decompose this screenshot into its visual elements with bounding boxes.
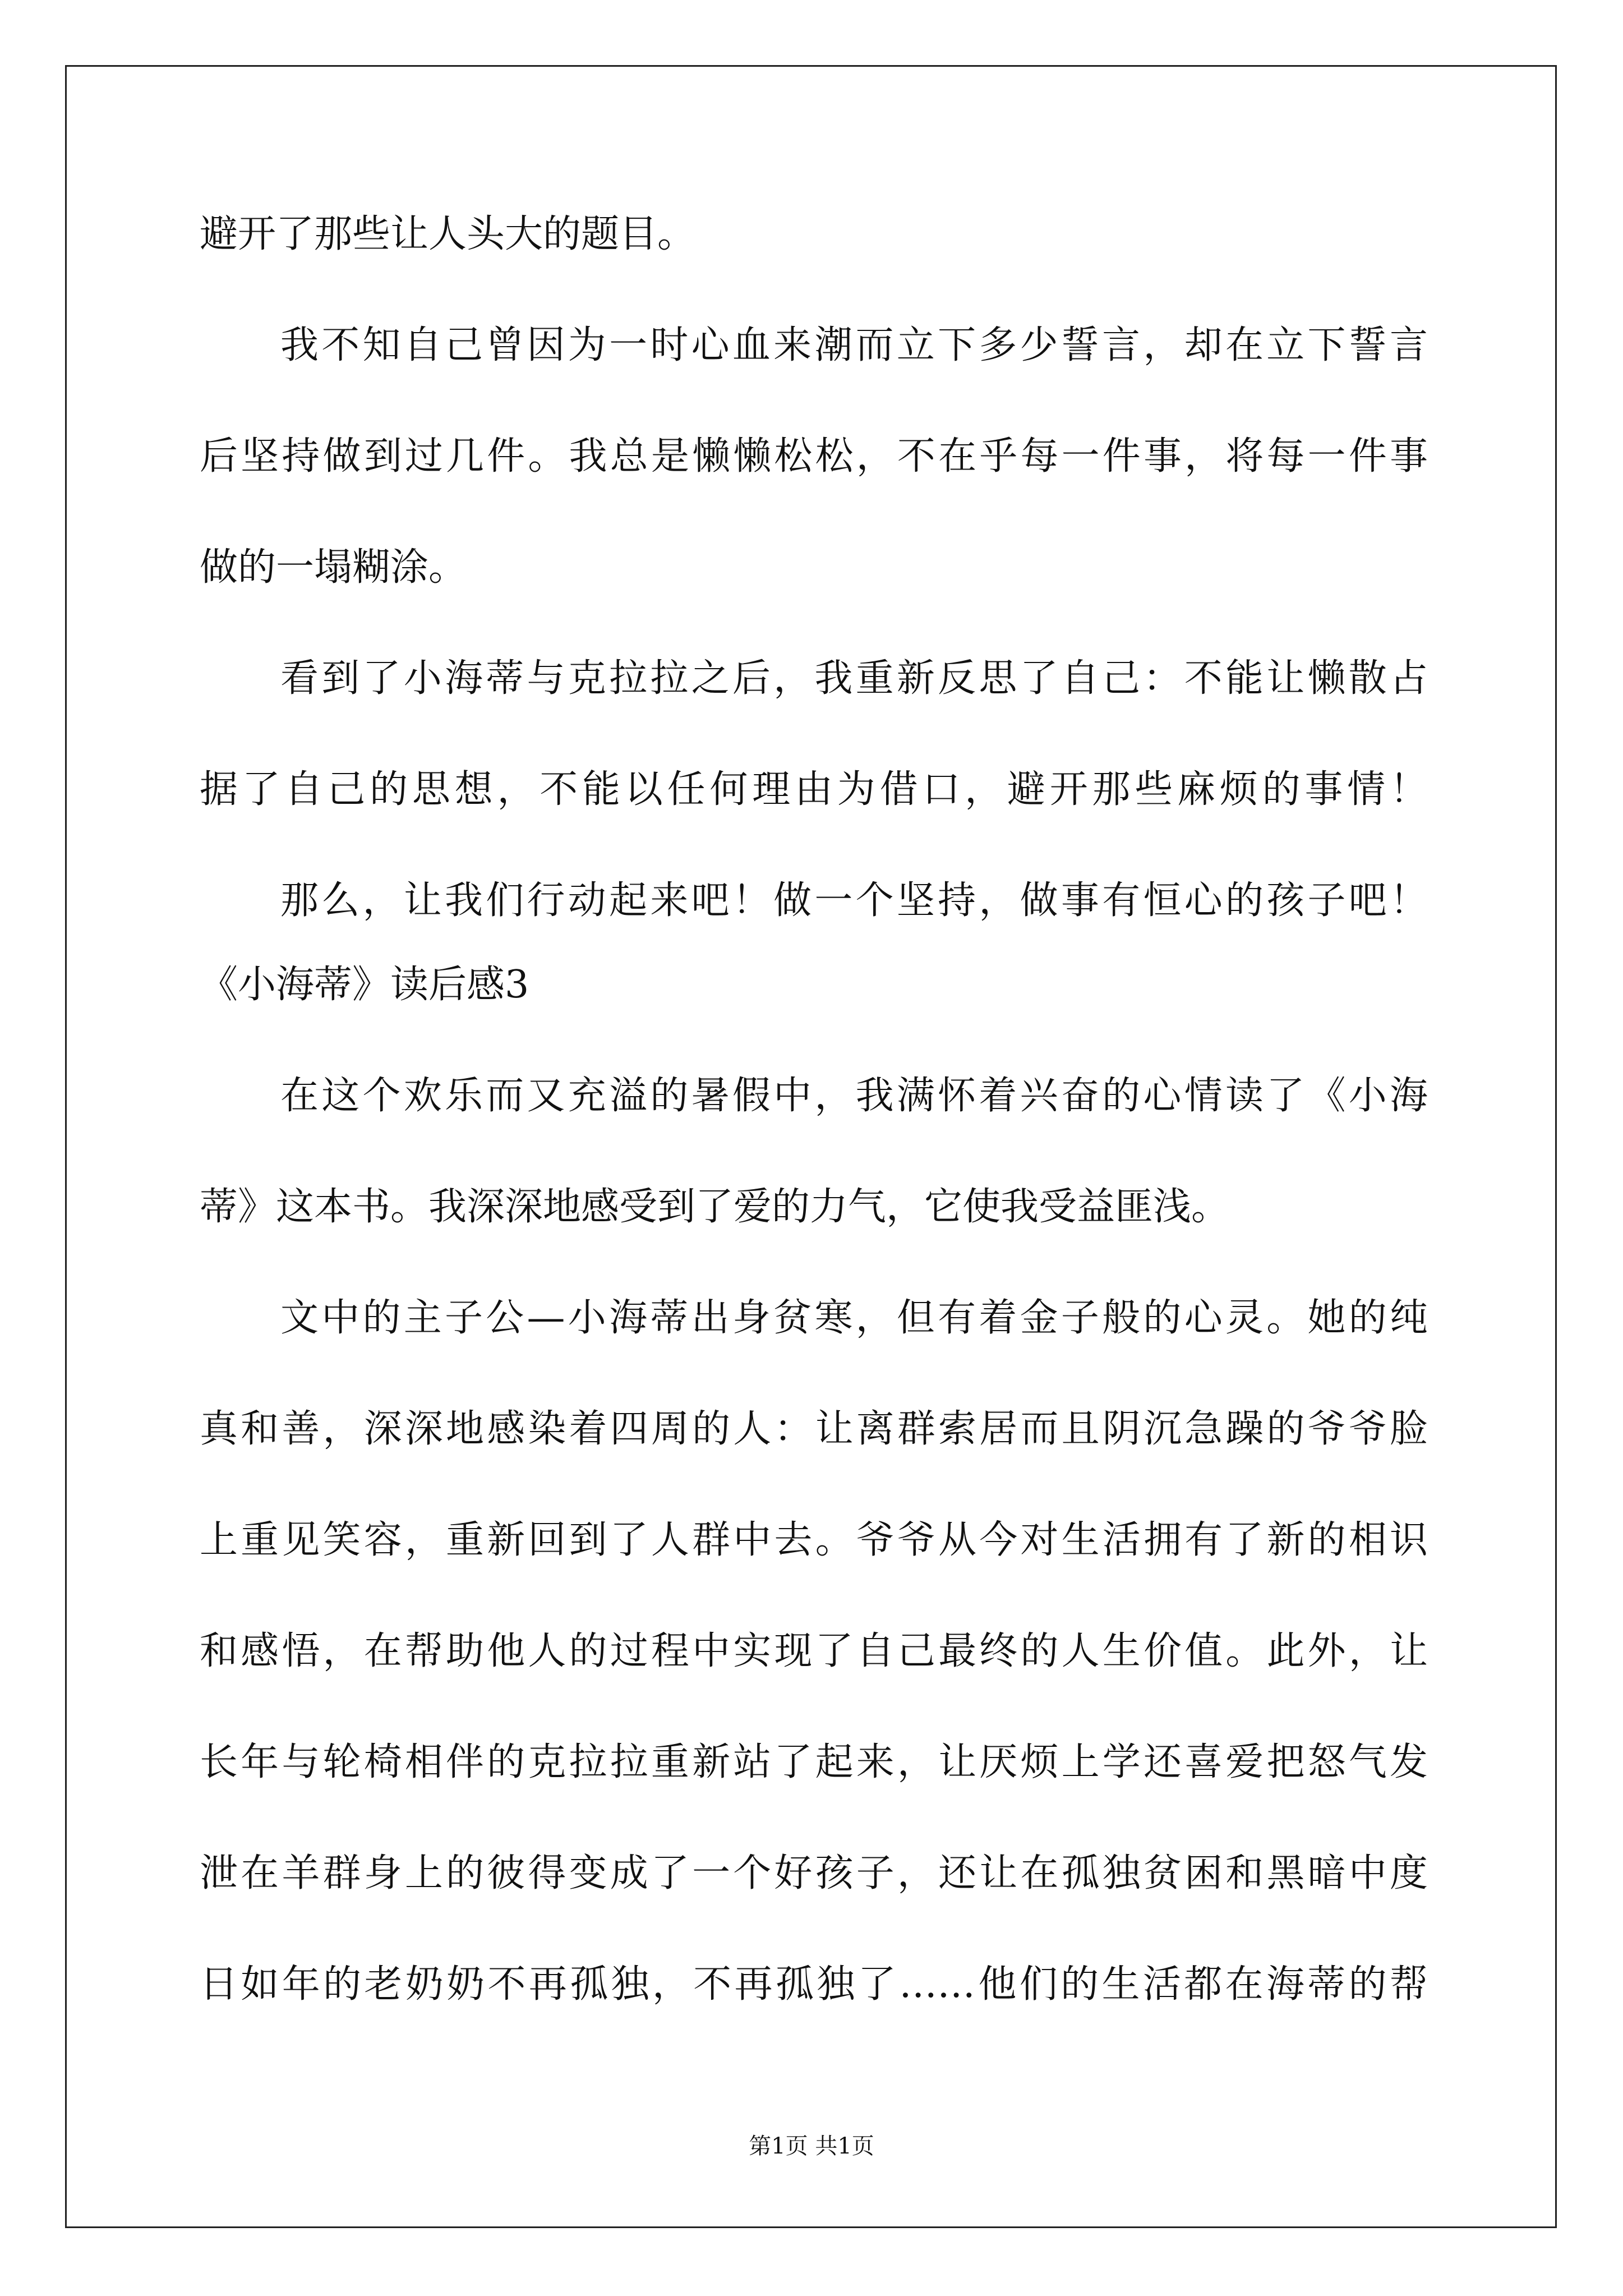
body-text-line: 看到了小海蒂与克拉拉之后，我重新反思了自己：不能让懒散占 <box>280 656 1428 701</box>
page-border <box>65 65 1557 2228</box>
body-text-line: 和感悟，在帮助他人的过程中实现了自己最终的人生价值。此外，让 <box>200 1629 1428 1673</box>
body-text-line: 在这个欢乐而又充溢的暑假中，我满怀着兴奋的心情读了《小海 <box>280 1074 1428 1118</box>
body-text-line: 长年与轮椅相伴的克拉拉重新站了起来，让厌烦上学还喜爱把怒气发 <box>200 1740 1428 1784</box>
body-text-line: 后坚持做到过几件。我总是懒懒松松，不在乎每一件事，将每一件事 <box>200 434 1428 478</box>
body-text-line: 那么，让我们行动起来吧！做一个坚持，做事有恒心的孩子吧！ <box>280 878 1428 923</box>
body-text-line: 真和善，深深地感染着四周的人：让离群索居而且阴沉急躁的爷爷脸 <box>200 1407 1428 1451</box>
body-text-line: 据了自己的思想，不能以任何理由为借口，避开那些麻烦的事情！ <box>200 767 1428 812</box>
body-text-line: 泄在羊群身上的彼得变成了一个好孩子，还让在孤独贫困和黑暗中度 <box>200 1851 1428 1895</box>
body-text-line: 上重见笑容，重新回到了人群中去。爷爷从今对生活拥有了新的相识 <box>200 1518 1428 1562</box>
page-footer: 第1页 共1页 <box>749 2133 874 2159</box>
body-text-line: 我不知自己曾因为一时心血来潮而立下多少誓言，却在立下誓言 <box>280 323 1428 367</box>
body-text-line: 日如年的老奶奶不再孤独，不再孤独了……他们的生活都在海蒂的帮 <box>200 1962 1428 2007</box>
body-text-line: 做的一塌糊涂。 <box>200 545 467 590</box>
body-text-line: 避开了那些让人头大的题目。 <box>200 212 696 256</box>
body-text-line: 蒂》这本书。我深深地感受到了爱的力气，它使我受益匪浅。 <box>200 1185 1230 1229</box>
body-text-line: 文中的主子公—小海蒂出身贫寒，但有着金子般的心灵。她的纯 <box>280 1296 1428 1340</box>
section-heading: 《小海蒂》读后感3 <box>200 963 529 1007</box>
